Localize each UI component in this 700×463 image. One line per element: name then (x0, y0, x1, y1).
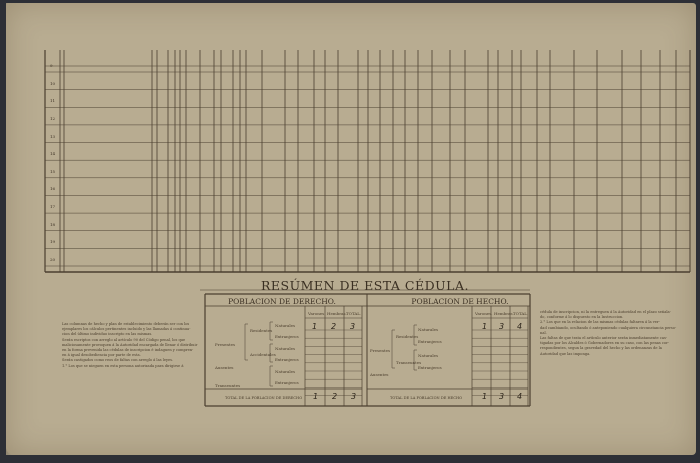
right-note-line: do, conforme á lo dispuesto en la Instruccion. (540, 315, 624, 320)
right-note-line: nal. (540, 330, 547, 335)
derecho-sub-naturales: Naturales (275, 323, 296, 328)
hecho-val-total: 4 (517, 322, 523, 331)
left-note-line: Las columnas de hecho y plan de establecimiento deberán ser con los (62, 322, 190, 326)
derecho-sub-naturales-3: Naturales (275, 369, 296, 374)
left-note-line: Serán escriptos con arreglo al artículo 90 del Código penal, los que (62, 337, 186, 342)
ledger-table (45, 50, 690, 272)
derecho-total-label: TOTAL DE LA POBLACION DE DERECHO (225, 396, 303, 400)
hecho-sub-residentes: Residentes (396, 334, 419, 339)
hecho-val-varones: 1 (482, 322, 488, 331)
right-note-line: 2.° Los que en la relacion de las mismas cédulas faltaren á la ver- (540, 320, 660, 325)
left-note-line: 1.° Los que se nieguen en esta persona autorizada para dirigirse á (62, 363, 184, 368)
hecho-sub-transeuntes: Transeuntes (396, 360, 422, 365)
derecho-total-hembras: 2 (332, 392, 338, 401)
ledger-row-number: 10 (50, 80, 56, 86)
derecho-group-ausentes: Ausentes (215, 365, 234, 370)
hecho-val-hembras: 3 (499, 322, 505, 331)
hecho-col-varones: Varones. (475, 311, 493, 316)
ledger-row-number: 15 (50, 168, 56, 174)
ledger-row-number: 17 (50, 204, 56, 210)
ledger-row-number: 11 (50, 98, 56, 104)
right-note-line: dad cambiando, ocultando ó anteponiendo cualquiera circunstancia perso- (540, 325, 677, 330)
right-instructions (540, 310, 680, 357)
hecho-col-total: TOTAL. (513, 311, 529, 316)
hecho-group-ausentes: Ausentes (370, 372, 389, 377)
derecho-sub-extranjeros-2: Extranjeros (275, 357, 299, 362)
left-note-line: en la forma prevenida las cédulas de inscripcion é indaguen y compren- (62, 348, 194, 353)
left-note-line: maliciosamente provoquen á la Autoridad encargada de llenar ó distribuir (62, 342, 198, 347)
right-note-line: tigadas por los Alcaldes ó Gobernadores en su caso, con las penas cor- (540, 341, 670, 346)
derecho-val-total: 3 (350, 322, 356, 331)
derecho-total-total: 3 (351, 392, 357, 401)
right-note-line: respondientes, segun la gravedad del hecho y las ordenanzas de la (540, 346, 662, 351)
derecho-total-varones: 1 (313, 392, 319, 401)
ledger-row-number: 9 (50, 63, 53, 68)
derecho-sub-accidentales: Accidentales (250, 352, 276, 357)
left-note-line: cion del último individuo inscripto en las mismas. (62, 332, 153, 337)
hecho-sub-naturales: Naturales (418, 327, 439, 332)
derecho-val-varones: 1 (312, 322, 318, 331)
right-note-line: Las faltas de que trata el artículo anterior serán inmediatamente cas- (540, 336, 668, 341)
ledger-row-number: 12 (50, 115, 56, 121)
derecho-col-hembras: Hembras. (327, 311, 347, 316)
left-instructions (62, 322, 198, 369)
left-note-line: en á igual desobediencia por parte de esta. (62, 353, 141, 358)
hecho-heading: POBLACION DE HECHO. (411, 297, 509, 306)
ledger-row-number: 20 (50, 257, 56, 262)
derecho-heading: POBLACION DE DERECHO. (228, 297, 336, 306)
hecho-total-hembras: 3 (499, 392, 505, 401)
right-note-line: cédula de inscripcion, ni la entreguen á la Autoridad en el plazo señala- (540, 310, 671, 314)
right-note-line: Autoridad que las imponga. (540, 351, 591, 356)
left-note-line: ejemplares los cálculos pertinentes incluido y las llamadas á continua- (62, 327, 191, 332)
hecho-sub-extranjeros: Extranjeros (418, 339, 442, 344)
ledger-row-number: 18 (50, 221, 56, 227)
derecho-col-total: TOTAL. (346, 311, 362, 316)
derecho-sub-extranjeros: Extranjeros (275, 334, 299, 339)
derecho-col-varones: Varones. (308, 311, 326, 316)
derecho-group-presentes: Presentes (215, 342, 235, 347)
ledger-row-number: 19 (50, 239, 56, 245)
derecho-sub-naturales-2: Naturales (275, 346, 296, 351)
derecho-sub-extranjeros-3: Extranjeros (275, 380, 299, 385)
derecho-group-transeuntes: Transeuntes (215, 383, 241, 388)
hecho-total-label: TOTAL DE LA POBLACION DE HECHO (390, 396, 463, 400)
summary-tables (200, 290, 530, 406)
hecho-col-hembras: Hembras. (494, 311, 514, 316)
hecho-total-total: 4 (517, 392, 523, 401)
summary-title: RESÚMEN DE ESTA CÉDULA. (261, 278, 469, 293)
hecho-sub-extranjeros-2: Extranjeros (418, 365, 442, 370)
derecho-sub-residentes: Residentes (250, 328, 273, 333)
ledger-row-number: 13 (50, 133, 56, 139)
derecho-val-hembras: 2 (331, 322, 337, 331)
ledger-row-number: 14 (50, 151, 56, 157)
hecho-group-presentes: Presentes (370, 348, 390, 353)
hecho-total-varones: 1 (482, 392, 488, 401)
hecho-sub-naturales-2: Naturales (418, 353, 439, 358)
left-note-line: Serán castigados como reos de faltas con arreglo á las leyes. (62, 358, 174, 363)
ledger-row-number: 16 (50, 186, 56, 192)
